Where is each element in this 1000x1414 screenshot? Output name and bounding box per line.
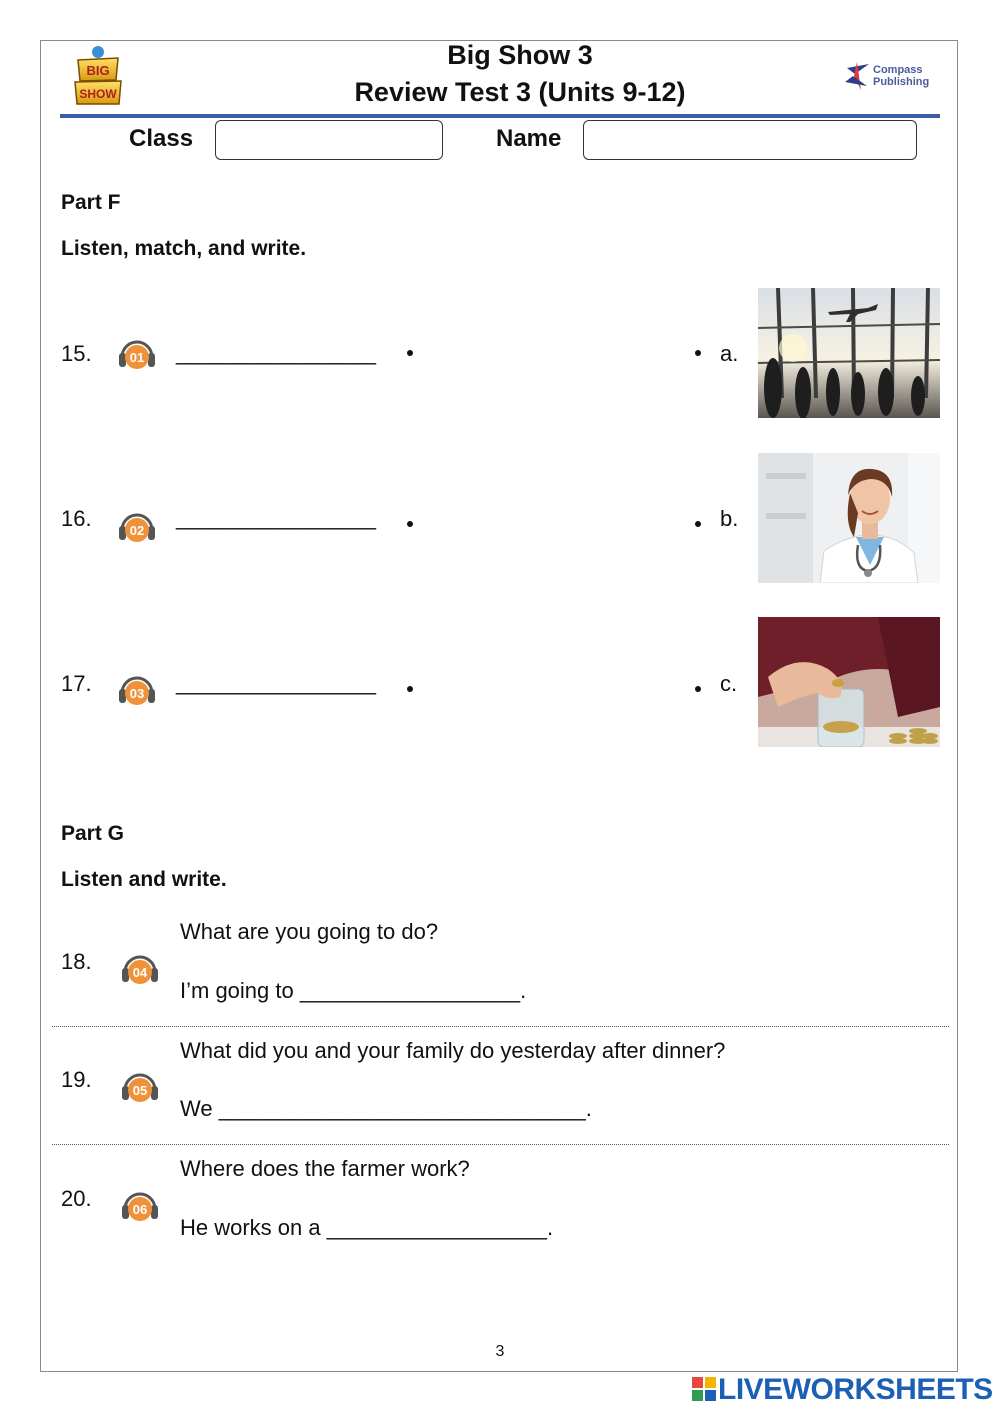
headphone-audio-icon[interactable] (119, 1185, 161, 1227)
dotted-separator (52, 1026, 949, 1027)
match-dot-left[interactable] (407, 521, 413, 527)
headphone-audio-icon[interactable] (119, 1066, 161, 1108)
page-number: 3 (495, 1343, 505, 1360)
answer-line[interactable]: We ______________________________. (180, 1096, 592, 1121)
match-dot-right[interactable] (695, 686, 701, 692)
question-text: What did you and your family do yesterday after dinner? (180, 1038, 726, 1063)
class-label: Class (129, 125, 194, 152)
match-dot-right[interactable] (695, 350, 701, 356)
svg-text:BIG: BIG (86, 63, 110, 78)
item-number: 19. (61, 1067, 92, 1092)
headphone-audio-icon[interactable] (119, 948, 161, 990)
airport-photo (758, 288, 940, 418)
item-number: 20. (61, 1186, 92, 1211)
liveworksheets-brand: LIVEWORKSHEETS (718, 1373, 993, 1406)
class-field[interactable] (215, 120, 443, 160)
headphone-audio-icon[interactable] (116, 669, 158, 711)
liveworksheets-logo[interactable] (692, 1373, 992, 1407)
part-f-heading: Part F (61, 191, 121, 214)
track-number: 04 (132, 965, 148, 980)
track-number: 01 (129, 350, 145, 365)
track-number: 02 (129, 523, 145, 538)
name-field[interactable] (583, 120, 917, 160)
answer-line[interactable]: He works on a __________________. (180, 1215, 554, 1240)
question-text: What are you going to do? (180, 919, 439, 944)
option-letter: b. (720, 506, 739, 531)
part-f-instruction: Listen, match, and write. (61, 237, 307, 260)
match-dot-left[interactable] (407, 350, 413, 356)
headphone-audio-icon[interactable] (116, 333, 158, 375)
svg-text:SHOW: SHOW (79, 87, 117, 101)
answer-line[interactable]: I’m going to __________________. (180, 978, 527, 1003)
track-number: 03 (129, 686, 145, 701)
match-dot-right[interactable] (695, 521, 701, 527)
track-number: 05 (132, 1083, 148, 1098)
doctor-photo (758, 453, 940, 583)
item-number: 17. (61, 671, 92, 696)
question-text: Where does the farmer work? (180, 1156, 470, 1181)
item-number: 15. (61, 341, 92, 366)
page-title: Big Show 3 (447, 40, 593, 70)
liveworksheets-icon (692, 1377, 716, 1401)
option-letter: a. (720, 341, 739, 366)
track-number: 06 (132, 1202, 148, 1217)
answer-blank[interactable]: _________________ (176, 340, 376, 365)
compass-publishing-logo: Compass Publishing (843, 60, 933, 92)
name-label: Name (496, 125, 562, 152)
match-dot-left[interactable] (407, 686, 413, 692)
dotted-separator (52, 1144, 949, 1145)
saving-coins-photo (758, 617, 940, 747)
part-g-heading: Part G (61, 822, 125, 845)
option-letter: c. (720, 671, 738, 696)
headphone-audio-icon[interactable] (116, 506, 158, 548)
page-subtitle: Review Test 3 (Units 9-12) (354, 77, 686, 107)
part-g-instruction: Listen and write. (61, 868, 227, 891)
item-number: 16. (61, 506, 92, 531)
answer-blank[interactable]: _________________ (176, 505, 376, 530)
answer-blank[interactable]: _________________ (176, 670, 376, 695)
header-rule (60, 114, 940, 118)
big-show-logo (72, 44, 124, 106)
item-number: 18. (61, 949, 92, 974)
